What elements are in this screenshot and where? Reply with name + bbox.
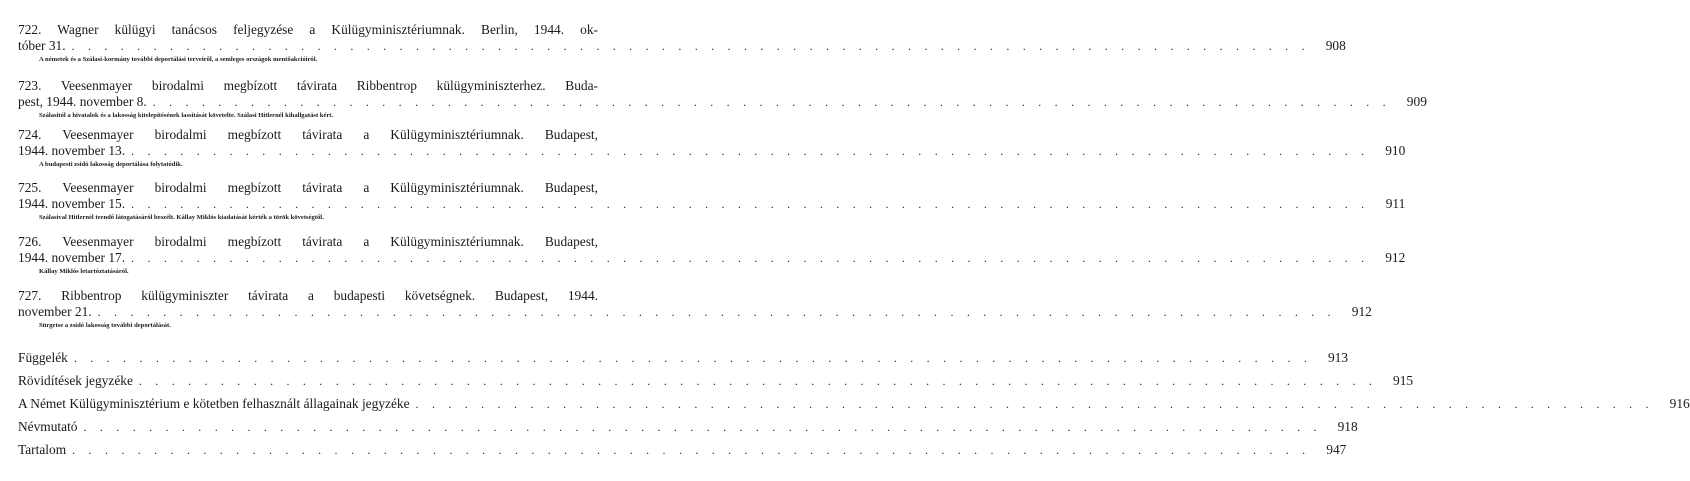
toc-appendix-nevmutato[interactable] <box>18 419 1358 442</box>
page-number[interactable]: 912 <box>1385 250 1406 265</box>
appendix-label: Függelék <box>18 350 68 365</box>
entry-title-line-last <box>18 250 1406 266</box>
toc-entry-724[interactable] <box>18 127 1406 169</box>
entry-title-end: tóber 31. <box>18 38 66 53</box>
toc-entry-722[interactable] <box>18 22 1346 64</box>
dot-leader: . . . . . . . . . . . . . . . . . . . . . . . . . . . . . . . . . . . . . . . . . . . . . . . . . . . . . . . . . . . . . . . . . . . . . . . . . . . . <box>73 351 1313 365</box>
page-number[interactable]: 918 <box>1337 419 1358 434</box>
page-number[interactable]: 909 <box>1406 94 1427 109</box>
entry-title-line: 722. Wagner külügyi tanácsos feljegyzése a Külügyminisztériumnak. Berlin, 1944. ok- <box>18 22 598 37</box>
entry-summary: Szálasival Hitlernél teendő látogatásáról beszélt. Kállay Miklós kiadatását kérték a török követségtől. <box>39 214 324 221</box>
page-number[interactable]: 947 <box>1326 442 1347 457</box>
entry-title-line: 726. Veesenmayer birodalmi megbízott távirata a Külügyminisztériumnak. Budapest, <box>18 234 598 249</box>
dot-leader: . . . . . . . . . . . . . . . . . . . . . . . . . . . . . . . . . . . . . . . . . . . . . . . . . . . . . . . . . . . . . . . . . . . . . . . . . . . . <box>138 374 1378 388</box>
dot-leader: . . . . . . . . . . . . . . . . . . . . . . . . . . . . . . . . . . . . . . . . . . . . . . . . . . . . . . . . . . . . . . . . . . . . . . . . . . . . <box>83 420 1322 434</box>
page-number[interactable]: 913 <box>1327 350 1349 365</box>
entry-summary: Sürgetse a zsidó lakosság további deportálását. <box>39 322 171 329</box>
dot-leader: . . . . . . . . . . . . . . . . . . . . . . . . . . . . . . . . . . . . . . . . . . . . . . . . . . . . . . . . . . . . . . . . . . . . . . . . . . . . <box>71 39 1310 53</box>
entry-title-line-last <box>18 94 1427 110</box>
entry-summary: A budapesti zsidó lakosság deportálása folytatódik. <box>39 161 183 168</box>
appendix-label: Névmutató <box>18 419 78 434</box>
appendix-label: Rövidítések jegyzéke <box>18 373 133 388</box>
toc-appendix-roviditesek[interactable] <box>18 373 1414 396</box>
entry-title-line: 725. Veesenmayer birodalmi megbízott távirata a Külügyminisztériumnak. Budapest, <box>18 180 598 195</box>
entry-title-end: november 21. <box>18 304 92 319</box>
entry-summary: Szálasitól a hivatalok és a lakosság kitelepítésének lassítását követelte. Szálasi Hitlernél kihallgatást kért. <box>39 112 334 119</box>
page-number[interactable]: 916 <box>1669 396 1690 411</box>
toc-entry-723[interactable] <box>18 78 1427 120</box>
entry-title-line-last <box>18 143 1406 159</box>
page-number[interactable]: 911 <box>1385 196 1406 211</box>
page-number[interactable]: 912 <box>1351 304 1372 319</box>
dot-leader: . . . . . . . . . . . . . . . . . . . . . . . . . . . . . . . . . . . . . . . . . . . . . . . . . . . . . . . . . . . . . . . . . . . . . . . . . . . . <box>131 197 1370 211</box>
page-number[interactable]: 908 <box>1325 38 1346 53</box>
entry-title-end: 1944. november 13. <box>18 143 126 158</box>
dot-leader: . . . . . . . . . . . . . . . . . . . . . . . . . . . . . . . . . . . . . . . . . . . . . . . . . . . . . . . . . . . . . . . . . . . . . . . . . . . . <box>131 144 1370 158</box>
dot-leader: . . . . . . . . . . . . . . . . . . . . . . . . . . . . . . . . . . . . . . . . . . . . . . . . . . . . . . . . . . . . . . . . . . . . . . . . . . . . <box>131 251 1370 265</box>
entry-title-line-last <box>18 38 1346 54</box>
entry-title-line: 723. Veesenmayer birodalmi megbízott távirata Ribbentrop külügyminiszterhez. Buda- <box>18 78 598 93</box>
entry-title-line: 724. Veesenmayer birodalmi megbízott távirata a Külügyminisztériumnak. Budapest, <box>18 127 598 142</box>
dot-leader: . . . . . . . . . . . . . . . . . . . . . . . . . . . . . . . . . . . . . . . . . . . . . . . . . . . . . . . . . . . . . . . . . . . . . . . . . . . . <box>72 443 1311 457</box>
page-number[interactable]: 915 <box>1393 373 1414 388</box>
entry-summary: Kállay Miklós letartóztatásáról. <box>39 268 129 275</box>
toc-appendix-allagok[interactable] <box>18 396 1690 419</box>
appendix-label: A Német Külügyminisztérium e kötetben felhasznált állagainak jegyzéke <box>18 396 410 411</box>
entry-title-line-last <box>18 304 1372 320</box>
dot-leader: . . . . . . . . . . . . . . . . . . . . . . . . . . . . . . . . . . . . . . . . . . . . . . . . . . . . . . . . . . . . . . . . . . . . . . . . . . . . <box>97 305 1336 319</box>
entry-title-end: 1944. november 15. <box>18 196 126 211</box>
toc-entry-726[interactable] <box>18 234 1406 276</box>
appendix-label: Tartalom <box>18 442 67 457</box>
toc-appendix-fuggelek[interactable] <box>18 350 1349 373</box>
toc-entry-727[interactable] <box>18 288 1372 330</box>
dot-leader: . . . . . . . . . . . . . . . . . . . . . . . . . . . . . . . . . . . . . . . . . . . . . . . . . . . . . . . . . . . . . . . . . . . . . . . . . . . . <box>152 95 1391 109</box>
appendix-list <box>18 350 1690 465</box>
entry-title-line: 727. Ribbentrop külügyminiszter távirata a budapesti követségnek. Budapest, 1944. <box>18 288 598 303</box>
page-number[interactable]: 910 <box>1385 143 1406 158</box>
entry-title-end: pest, 1944. november 8. <box>18 94 147 109</box>
entry-summary: A németek és a Szálasi-kormány további deportálási terveiről, a semleges országok mentőakcióiról. <box>39 56 318 63</box>
toc-appendix-tartalom[interactable] <box>18 442 1347 465</box>
entry-title-line-last <box>18 196 1406 212</box>
toc-entry-725[interactable] <box>18 180 1406 222</box>
entry-title-end: 1944. november 17. <box>18 250 126 265</box>
dot-leader: . . . . . . . . . . . . . . . . . . . . . . . . . . . . . . . . . . . . . . . . . . . . . . . . . . . . . . . . . . . . . . . . . . . . . . . . . . . . <box>415 397 1654 411</box>
